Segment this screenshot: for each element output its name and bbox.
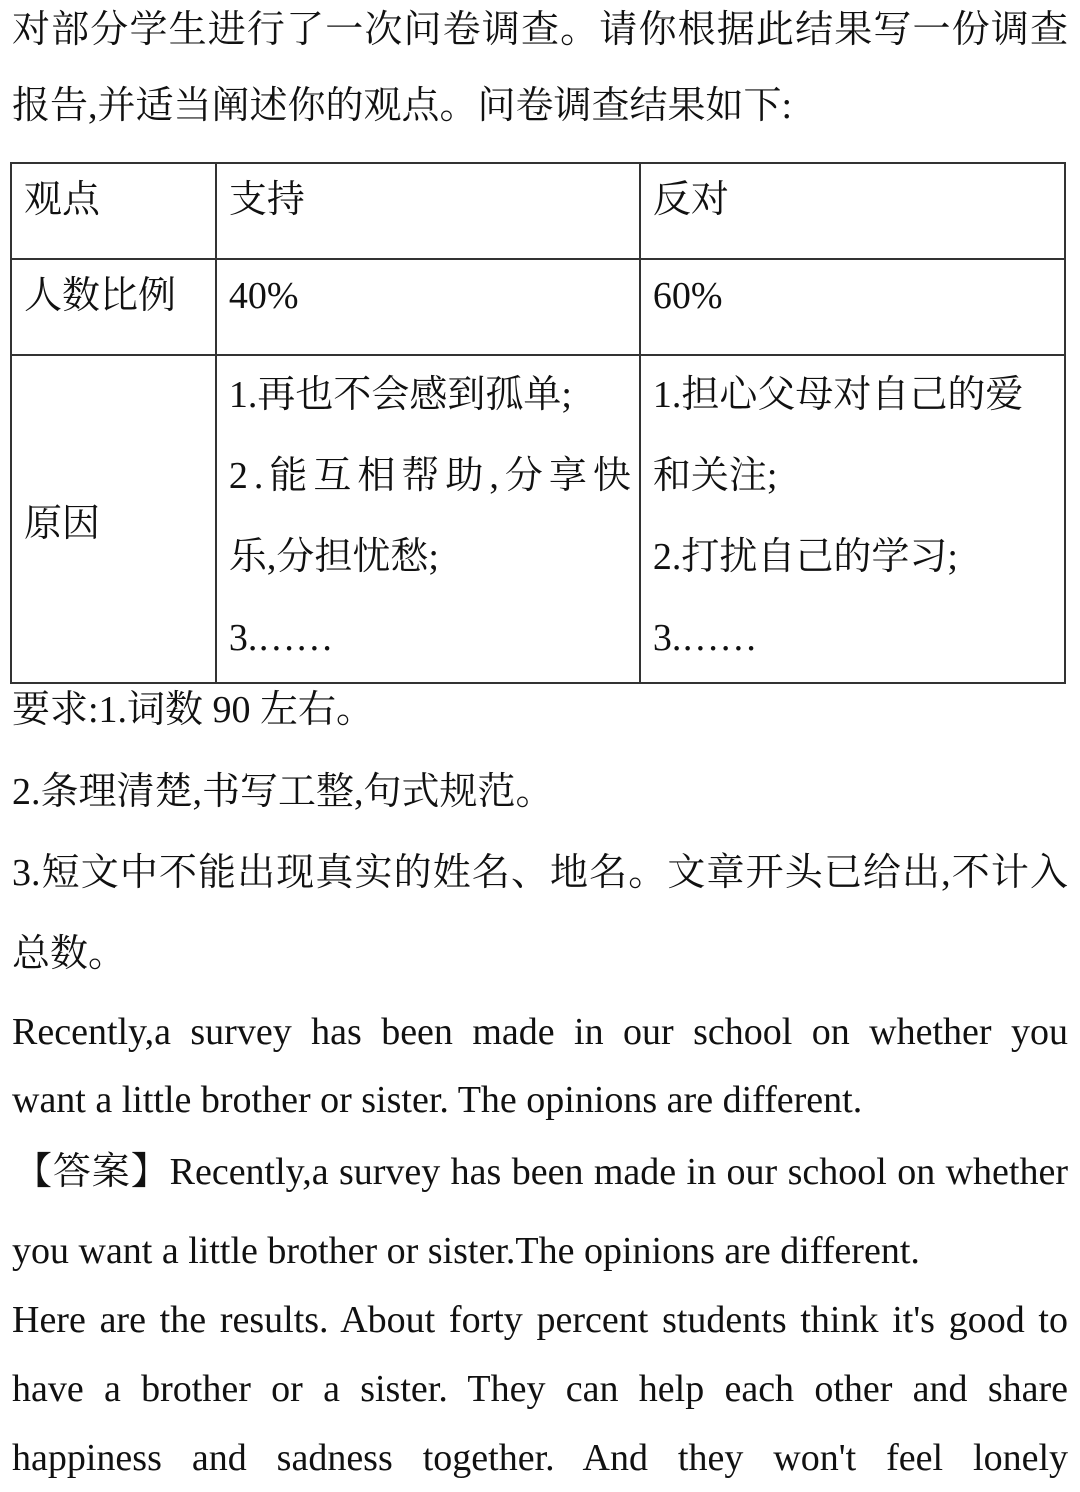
oppose-percent-cell bbox=[640, 259, 1065, 355]
table-header-row bbox=[11, 163, 1065, 259]
table-row-proportion bbox=[11, 259, 1065, 355]
row-label bbox=[11, 355, 216, 683]
requirement-3-cont: 总数。 bbox=[12, 933, 127, 975]
intro-line-2: 报告,并适当阐述你的观点。问卷调查结果如下: bbox=[12, 85, 793, 127]
answer-text: Recently,a survey has been made in our school on whether bbox=[169, 1151, 1068, 1193]
header-label: 反对 bbox=[652, 179, 729, 221]
header-cell-viewpoint bbox=[11, 163, 216, 259]
answer-line-4: have a brother or a sister. They can help each other and share bbox=[12, 1368, 1068, 1410]
row-label-text: 人数比例 bbox=[24, 275, 177, 317]
row-label-text: 原因 bbox=[24, 502, 101, 545]
survey-results-table bbox=[10, 162, 1066, 684]
list-item: 2.打扰自己的学习; bbox=[652, 536, 958, 578]
oppose-percent: 60% bbox=[652, 275, 723, 317]
requirement-1: 要求:1.词数 90 左右。 bbox=[12, 689, 375, 731]
intro-line-1: 对部分学生进行了一次问卷调查。请你根据此结果写一份调查 bbox=[12, 9, 1068, 51]
opening-line-1: Recently,a survey has been made in our school on whether you bbox=[12, 1011, 1068, 1053]
list-item: 1.再也不会感到孤单; bbox=[228, 374, 572, 416]
table-row-reasons bbox=[11, 355, 1065, 683]
answer-tag: 【答案】 bbox=[14, 1151, 170, 1193]
requirement-2: 2.条理清楚,书写工整,句式规范。 bbox=[12, 771, 554, 813]
requirement-3: 3.短文中不能出现真实的姓名、地名。文章开头已给出,不计入 bbox=[12, 852, 1068, 894]
header-cell-oppose bbox=[640, 163, 1065, 259]
list-item: 2.能互相帮助,分享快 bbox=[228, 455, 637, 497]
header-label: 观点 bbox=[24, 179, 101, 221]
answer-line-1 bbox=[14, 1150, 1068, 1194]
support-percent-cell bbox=[216, 259, 640, 355]
support-reasons-cell bbox=[216, 355, 640, 683]
row-label bbox=[11, 259, 216, 355]
list-item: 和关注; bbox=[652, 455, 778, 497]
oppose-reasons-list bbox=[653, 355, 1064, 679]
header-cell-support bbox=[216, 163, 640, 259]
list-item: 3.…… bbox=[652, 617, 758, 659]
support-reasons-list bbox=[229, 355, 639, 679]
answer-line-5: happiness and sadness together. And they won't feel lonely bbox=[12, 1437, 1068, 1479]
answer-line-2: you want a little brother or sister.The opinions are different. bbox=[12, 1230, 920, 1272]
opening-line-2: want a little brother or sister. The opinions are different. bbox=[12, 1079, 863, 1121]
header-label: 支持 bbox=[228, 179, 305, 221]
list-item: 3.…… bbox=[228, 617, 334, 659]
support-percent: 40% bbox=[228, 275, 299, 317]
answer-line-3: Here are the results. About forty percent students think it's good to bbox=[12, 1299, 1068, 1341]
list-item: 乐,分担忧愁; bbox=[228, 536, 439, 578]
oppose-reasons-cell bbox=[640, 355, 1065, 683]
list-item: 1.担心父母对自己的爱 bbox=[652, 374, 1024, 416]
